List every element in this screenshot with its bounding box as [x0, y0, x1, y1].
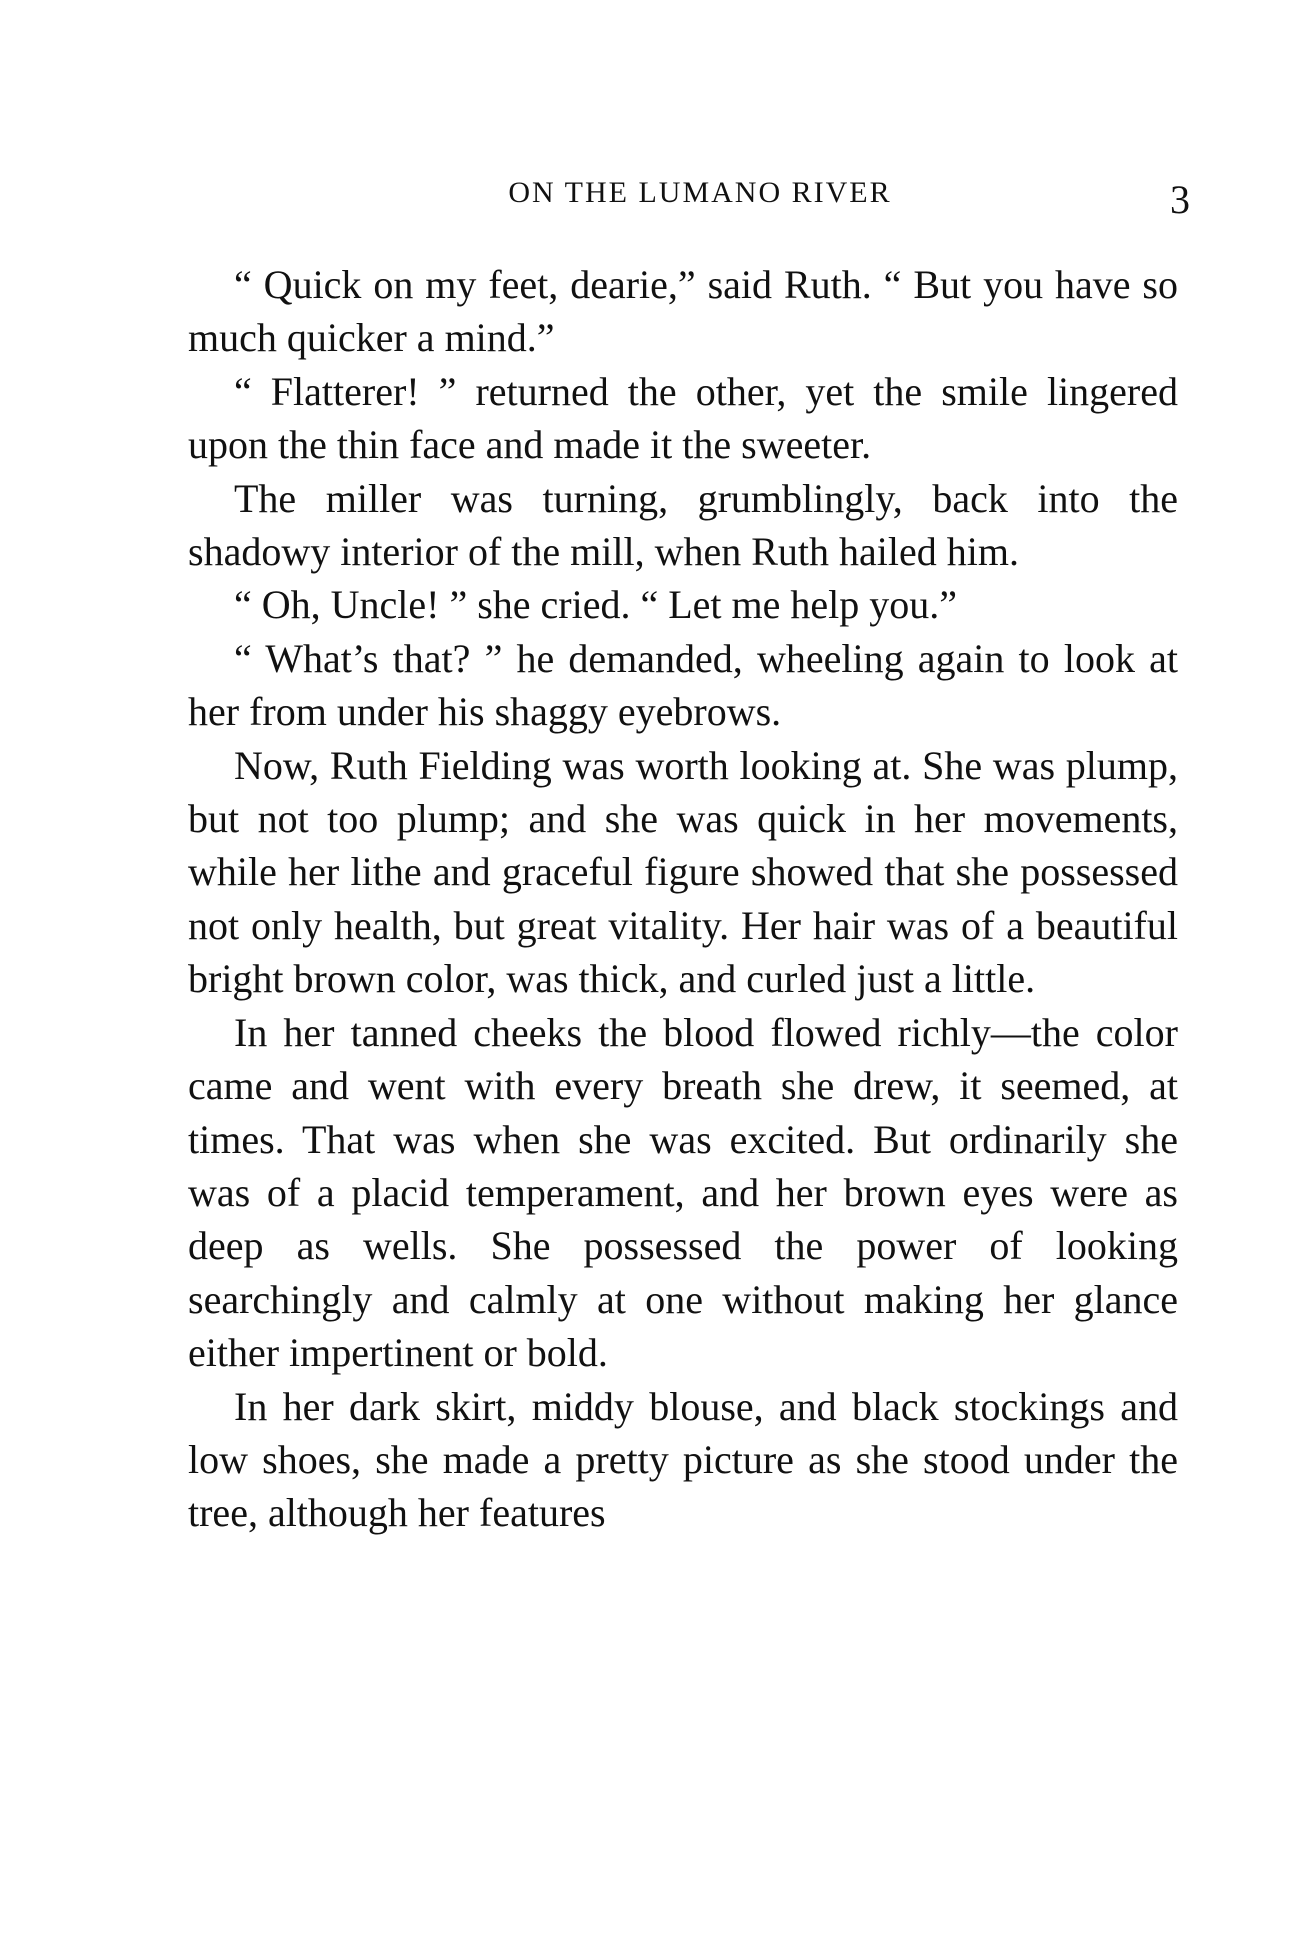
page-number: 3: [1170, 177, 1190, 222]
running-head: [150, 172, 1190, 222]
running-title: ON THE LUMANO RIVER: [508, 176, 892, 209]
paragraph-4: “ Oh, Uncle! ” she cried. “ Let me help you.”: [234, 582, 958, 628]
paragraph-2: “ Flatterer! ” returned the other, yet the smile lingered upon the thin face and made it the sweeter.: [188, 368, 1178, 468]
paragraph-5: “ What’s that? ” he demanded, wheeling again to look at her from under his shaggy eyebrows.: [188, 635, 1178, 735]
paragraph-6: Now, Ruth Fielding was worth looking at. She was plump, but not too plump; and she was quick in her movements, while her lithe and graceful figure showed that she possessed not only health, but great vitality. Her hair was of a beautiful bright brown color, was thick, and curled just a little.: [188, 742, 1178, 1002]
paragraph-8: In her dark skirt, middy blouse, and black stockings and low shoes, she made a pretty picture as she stood under the tree, although her features: [188, 1383, 1178, 1536]
paragraph-3: The miller was turning, grumblingly, back into the shadowy interior of the mill, when Ruth hailed him.: [188, 475, 1178, 575]
body-text: [188, 258, 1178, 1540]
paragraph-1: “ Quick on my feet, dearie,” said Ruth. “ But you have so much quicker a mind.”: [188, 262, 1178, 361]
paragraph-7: In her tanned cheeks the blood flowed richly—the color came and went with every breath she drew, it seemed, at times. That was when she was excited. But ordinarily she was of a placid temperament, and her brown eyes were as deep as wells. She possessed the power of looking searchingly and calmly at one without making her glance either impertinent or bold.: [188, 1009, 1178, 1376]
